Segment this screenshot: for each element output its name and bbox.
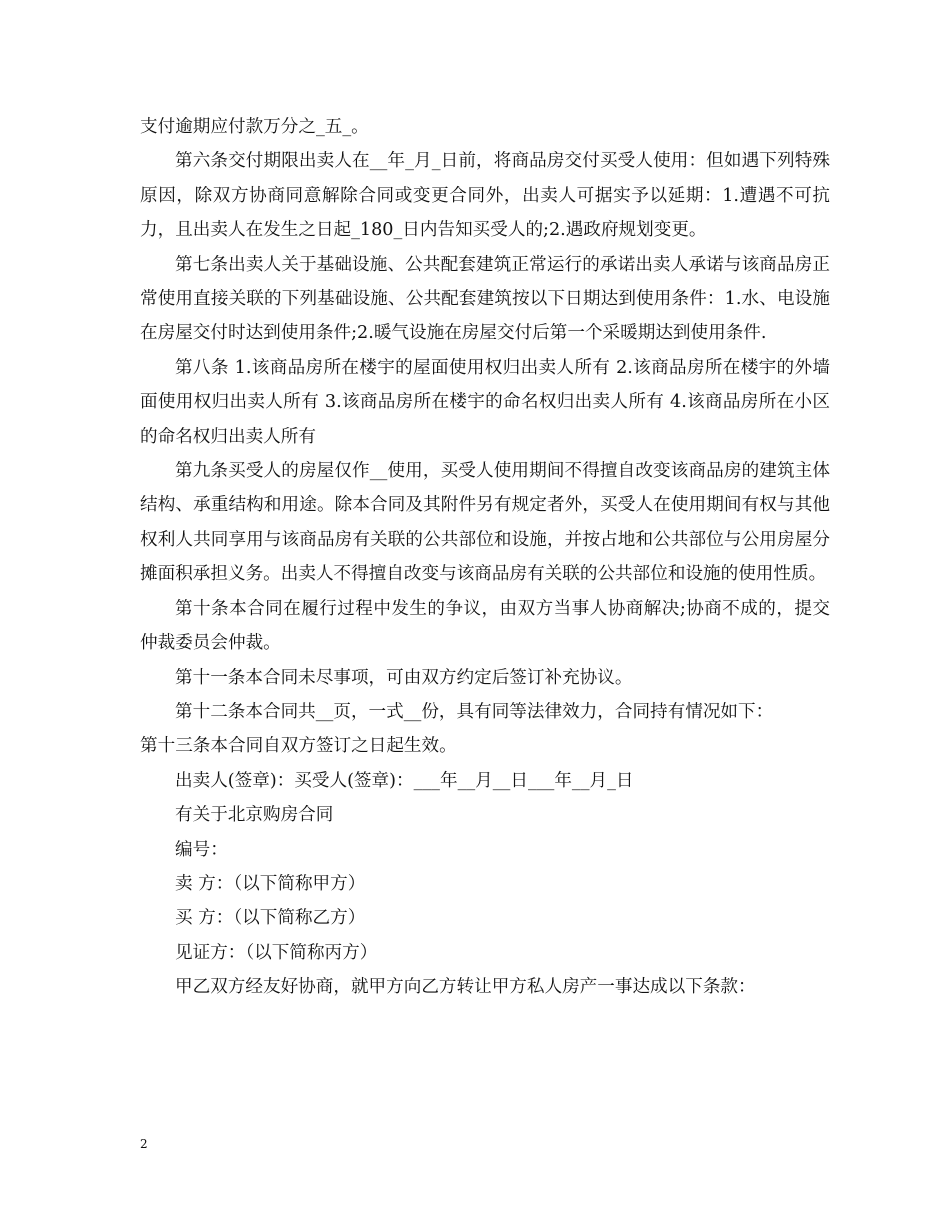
paragraph-article-13: 第十三条本合同自双方签订之日起生效。 — [140, 736, 457, 757]
signature-line: 出卖人(签章)：买受人(签章)：___年__月__日___年__月_日 — [175, 770, 634, 791]
paragraph-article-10: 第十条本合同在履行过程中发生的争议，由双方当事人协商解决;协商不成的，提交仲裁委员会仲裁。 — [140, 598, 830, 654]
paragraph-article-9: 第九条买受人的房屋仅作__使用，买受人使用期间不得擅自改变该商品房的建筑主体结构、承重结构和用途。除本合同及其附件另有规定者外，买受人在使用期间有权与其他权利人共同享用与该商品房有关联的公共部位和设施，并按占地和公共部位与公用房屋分摊面积承担义务。出卖人不得擅自改变与该商品房有关联的公共部位和设施的使用性质。 — [140, 461, 830, 585]
seller-party-line: 卖 方：（以下简称甲方） — [175, 873, 366, 894]
paragraph-article-11: 第十一条本合同未尽事项，可由双方约定后签订补充协议。 — [175, 667, 633, 688]
paragraph-overdue-payment: 支付逾期应付款万分之_五_。 — [140, 117, 369, 137]
buyer-party-line: 买 方：（以下简称乙方） — [175, 908, 366, 929]
agreement-intro: 甲乙双方经友好协商，就甲方向乙方转让甲方私人房产一事达成以下条款： — [175, 977, 756, 998]
page-number: 2 — [140, 1137, 148, 1151]
witness-party-line: 见证方：（以下简称丙方） — [175, 942, 378, 963]
paragraph-article-7: 第七条出卖人关于基础设施、公共配套建筑正常运行的承诺出卖人承诺与该商品房正常使用直接关联的下列基础设施、公共配套建筑按以下日期达到使用条件：1.水、电设施在房屋交付时达到使用条件;2.暖气设施在房屋交付后第一个采暖期达到使用条件. — [140, 254, 830, 344]
contract-number-label: 编号： — [175, 839, 228, 860]
paragraph-article-6: 第六条交付期限出卖人在__年_月_日前，将商品房交付买受人使用：但如遇下列特殊原因，除双方协商同意解除合同或变更合同外，出卖人可据实予以延期：1.遭遇不可抗力，且出卖人在发生之日起_180_日内告知买受人的;2.遇政府规划变更。 — [140, 151, 830, 241]
document-body — [140, 110, 830, 1005]
paragraph-article-12: 第十二条本合同共__页，一式__份，具有同等法律效力，合同持有情况如下： — [175, 701, 774, 722]
contract-title: 有关于北京购房合同 — [175, 805, 334, 826]
paragraph-article-8: 第八条 1.该商品房所在楼宇的屋面使用权归出卖人所有 2.该商品房所在楼宇的外墙面使用权归出卖人所有 3.该商品房所在楼宇的命名权归出卖人所有 4.该商品房所在小区的命名权归出卖人所有 — [140, 357, 830, 447]
